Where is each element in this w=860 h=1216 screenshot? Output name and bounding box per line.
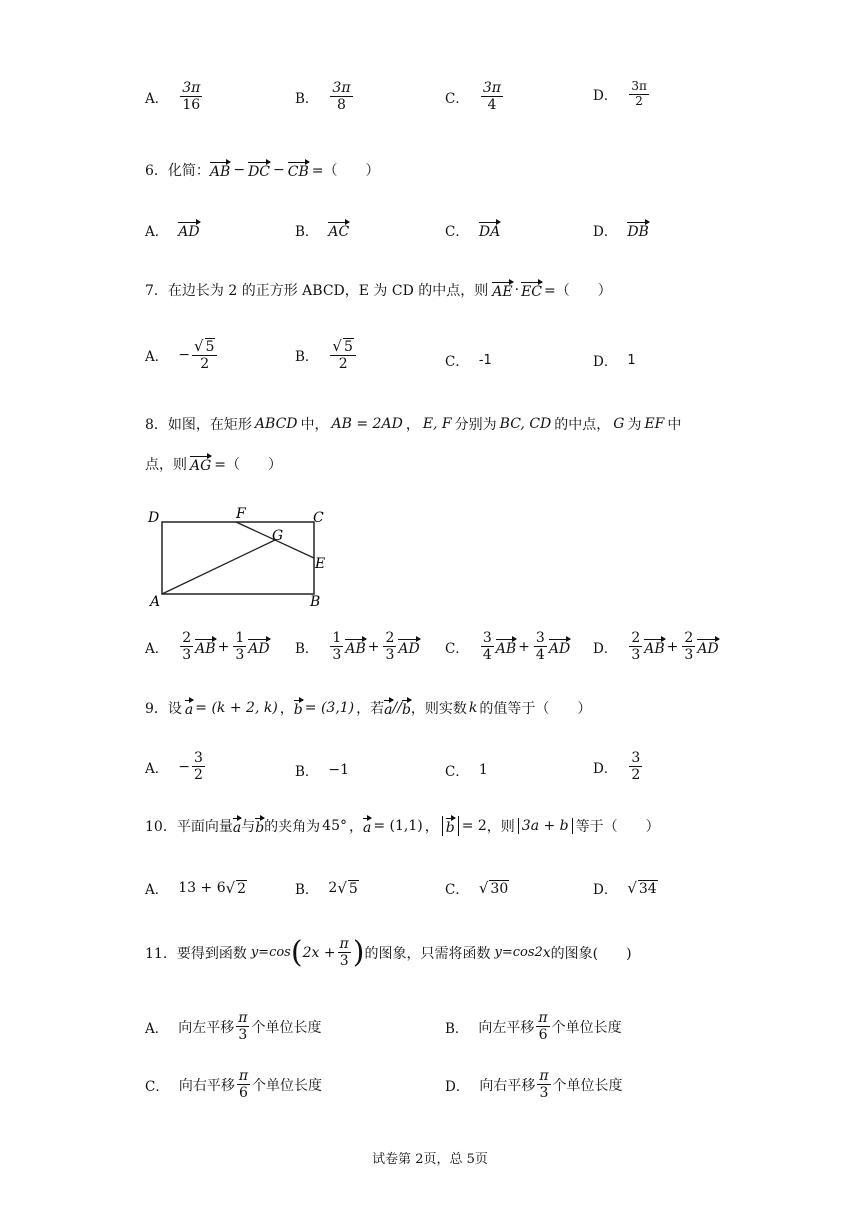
label-g: G	[272, 528, 284, 544]
vector: AC	[328, 220, 349, 240]
q5-option-c[interactable]: C． $\frac{3\pi}{4}$	[445, 80, 501, 114]
label-a: A	[150, 594, 161, 610]
q8-option-d[interactable]: D． $\frac{2}{3}$ AB + $\frac{2}{3}$ AD	[593, 630, 719, 664]
q9-option-b[interactable]: B． −1	[295, 762, 350, 780]
q11-option-a[interactable]: A． 向左平移 $\frac{\pi}{3}$ 个单位长度	[145, 1010, 322, 1044]
q9-option-d[interactable]: D． $\frac{3}{2}$	[593, 750, 641, 784]
q5-option-a[interactable]: A． $\frac{3\pi}{16}$	[145, 80, 201, 114]
label-e: E	[315, 556, 326, 572]
q9-option-a[interactable]: A． − $\frac{3}{2}$	[145, 750, 203, 784]
vector-b: b	[402, 698, 411, 718]
q7-option-a[interactable]: A． − $\frac{√ 5}{2}$	[145, 338, 219, 372]
label-d: D	[148, 510, 160, 526]
fraction: $\frac{3\pi}{4}$	[482, 80, 501, 114]
q5-option-d[interactable]: D． $\frac{3\pi}{2}$	[593, 79, 647, 108]
q6-option-a[interactable]: A． AD	[145, 220, 200, 240]
page-footer: 试卷第 2页，总 5页	[372, 1152, 488, 1167]
q11-option-c[interactable]: C． 向右平移 $\frac{\pi}{6}$ 个单位长度	[145, 1068, 323, 1102]
vector-cb: CB	[288, 160, 309, 180]
vector-dc: DC	[248, 160, 270, 180]
vector-ag: AG	[190, 454, 211, 474]
q7-option-d[interactable]: D． 1	[593, 352, 636, 370]
vector-a: a	[185, 698, 193, 718]
q8-option-b[interactable]: B． $\frac{1}{3}$ AB + $\frac{2}{3}$ AD	[295, 630, 420, 664]
q10-option-c[interactable]: C． √ 30	[445, 879, 509, 898]
q5-option-b[interactable]: B． $\frac{3\pi}{8}$	[295, 80, 351, 114]
vector-a: a	[384, 698, 392, 718]
question-9: 9．设 a = (k + 2, k) ， b = (3,1) ，若 a // b ，则实数 k 的值等于（ ）	[145, 700, 592, 718]
q6-option-d[interactable]: D． DB	[593, 220, 649, 240]
vector-ec: EC	[521, 280, 542, 300]
rectangle-figure	[140, 500, 340, 612]
q11-option-d[interactable]: D． 向右平移 $\frac{\pi}{3}$ 个单位长度	[445, 1068, 623, 1102]
fraction: $\frac{3\pi}{8}$	[332, 80, 351, 114]
q6-option-c[interactable]: C． DA	[445, 220, 500, 240]
vector: DB	[627, 220, 649, 240]
q8-option-c[interactable]: C． $\frac{3}{4}$ AB + $\frac{3}{4}$ AD	[445, 630, 571, 664]
vector: AD	[178, 220, 199, 240]
question-8: 8．如图，在矩形 ABCD 中， AB = 2AD ， E, F 分别为 BC, CD 的中点， G 为 EF 中	[145, 416, 682, 433]
label-f: F	[236, 506, 246, 522]
fraction: $\frac{3\pi}{2}$	[631, 79, 647, 108]
vector-b: b	[294, 698, 303, 718]
q7-option-b[interactable]: B． $\frac{√ 5}{2}$	[295, 338, 358, 372]
q9-option-c[interactable]: C． 1	[445, 762, 488, 780]
question-8-line-2: 点，则 AG =（ ）	[145, 454, 282, 474]
question-7: 7．在边长为 2 的正方形 ABCD，E 为 CD 的中点，则 AE · EC =（ ）	[145, 282, 612, 300]
fraction: $\frac{√ 5}{2}$	[192, 338, 217, 372]
fraction: $\frac{3\pi}{16}$	[182, 80, 201, 114]
vector-ae: AE	[492, 280, 512, 300]
q7-option-c[interactable]: C． -1	[445, 352, 492, 370]
question-6: 6．化简： AB − DC − CB =（ ）	[145, 162, 380, 180]
label-b: B	[310, 594, 321, 610]
question-11: 11．要得到函数 y=cos ( 2x + $\frac{\pi}{3}$ ) 的图象，只需将函数 y=cos2 x 的图象( )	[145, 934, 632, 970]
vector: DA	[479, 220, 500, 240]
q10-option-b[interactable]: B． 2 √ 5	[295, 879, 358, 898]
q11-option-b[interactable]: B． 向左平移 $\frac{\pi}{6}$ 个单位长度	[445, 1010, 622, 1044]
q10-option-a[interactable]: A． 13 + 6 √ 2	[145, 879, 247, 898]
q8-option-a[interactable]: A． $\frac{2}{3}$ AB + $\frac{1}{3}$ AD	[145, 630, 270, 664]
label-c: C	[313, 510, 324, 526]
q6-option-b[interactable]: B． AC	[295, 220, 349, 240]
q10-option-d[interactable]: D． √ 34	[593, 879, 657, 898]
fraction: $\frac{√ 5}{2}$	[330, 338, 355, 372]
vector-ab: AB	[210, 160, 230, 180]
segment-ag	[162, 540, 275, 594]
question-10: 10．平面向量 a 与 b 的夹角为 45° ， a = (1,1) ， b = 2 ，则 3a + b 等于（ ）	[145, 818, 660, 836]
